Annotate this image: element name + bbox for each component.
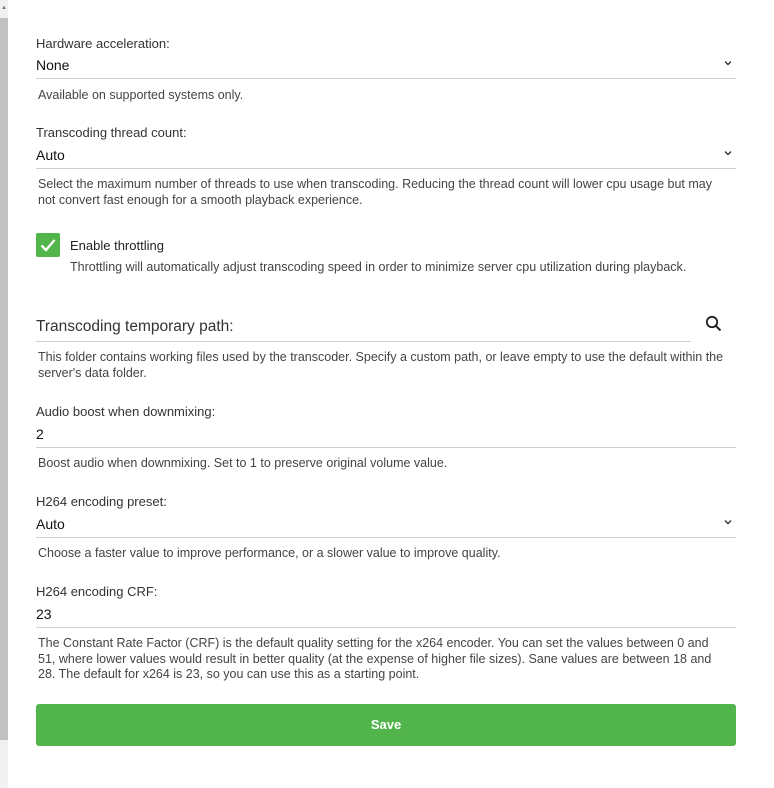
transcoding-temp-path-description: This folder contains working files used by the transcoder. Specify a custom path, or leave empty to use the default within the server's data folder. (38, 350, 724, 380)
transcoding-temp-path-placeholder: Transcoding temporary path: (36, 318, 234, 335)
checkmark-icon (39, 236, 57, 254)
h264-preset-label: H264 encoding preset: (36, 494, 167, 509)
chevron-down-icon (723, 148, 733, 158)
h264-crf-input[interactable] (36, 601, 736, 628)
h264-crf-description: The Constant Rate Factor (CRF) is the default quality setting for the x264 encoder. You can set the values between 0 and 51, where lower values would result in better quality (at the expense of higher file sizes). Sane values are between 18 and 28. The default for x264 is 23, so you can use this as a starting point. (38, 636, 712, 681)
chevron-down-icon (723, 58, 733, 68)
scrollbar-track[interactable] (0, 0, 8, 788)
thread-count-select[interactable] (36, 142, 736, 169)
thread-count-label: Transcoding thread count: (36, 125, 187, 140)
h264-preset-value: Auto (36, 516, 65, 532)
scroll-up-arrow-icon[interactable]: ▲ (0, 0, 8, 16)
enable-throttling-checkbox[interactable] (36, 233, 60, 257)
h264-crf-value: 23 (36, 606, 52, 622)
chevron-down-icon (723, 517, 733, 527)
enable-throttling-label[interactable]: Enable throttling (70, 238, 164, 253)
hardware-acceleration-value: None (36, 57, 70, 73)
hardware-acceleration-description: Available on supported systems only. (38, 88, 244, 102)
transcoding-temp-path-input[interactable] (36, 311, 691, 342)
audio-boost-description: Boost audio when downmixing. Set to 1 to preserve original volume value. (38, 456, 448, 470)
thread-count-description: Select the maximum number of threads to use when transcoding. Reducing the thread count will lower cpu usage but may not convert fast enough for a smooth playback experience. (38, 177, 712, 207)
search-icon (703, 313, 725, 335)
audio-boost-label: Audio boost when downmixing: (36, 404, 216, 419)
h264-preset-select[interactable] (36, 511, 736, 538)
scrollbar-thumb[interactable] (0, 18, 8, 740)
browse-path-button[interactable] (703, 313, 725, 335)
audio-boost-input[interactable] (36, 421, 736, 448)
audio-boost-value: 2 (36, 426, 44, 442)
hardware-acceleration-select[interactable] (36, 52, 736, 79)
save-button[interactable]: Save (36, 704, 736, 746)
hardware-acceleration-label: Hardware acceleration: (36, 36, 170, 51)
h264-crf-label: H264 encoding CRF: (36, 584, 158, 599)
h264-preset-description: Choose a faster value to improve performance, or a slower value to improve quality. (38, 546, 501, 560)
thread-count-value: Auto (36, 147, 65, 163)
enable-throttling-description: Throttling will automatically adjust transcoding speed in order to minimize server cpu utilization during playback. (70, 260, 687, 274)
